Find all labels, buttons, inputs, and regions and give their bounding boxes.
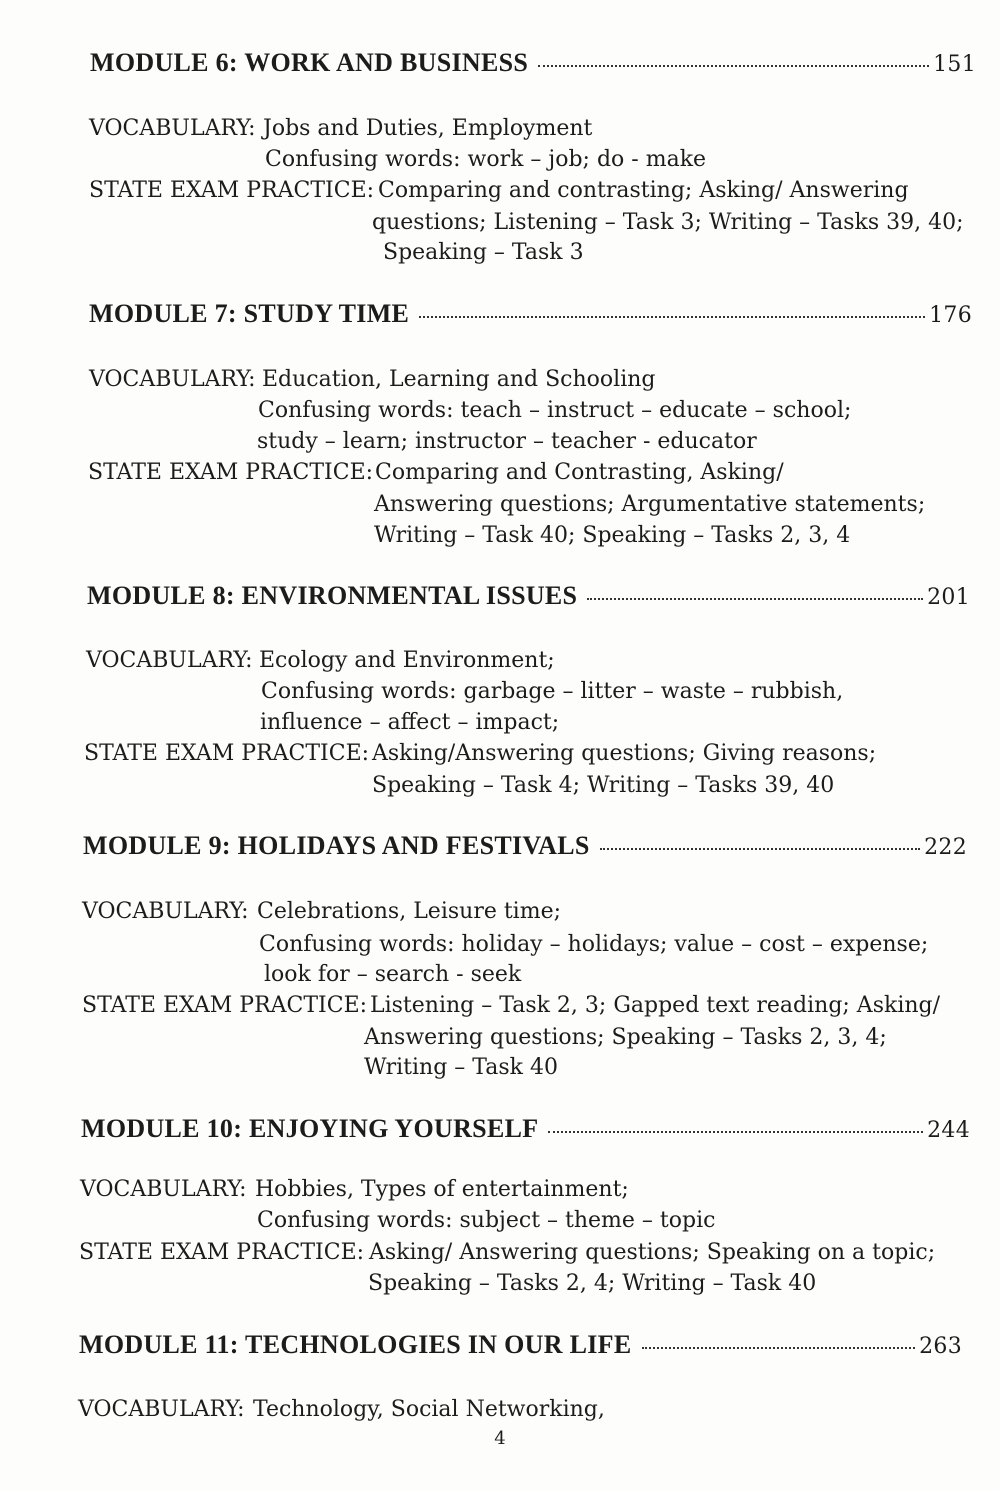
module-title: MODULE 7: STUDY TIME — [89, 299, 410, 328]
vocab-line: Confusing words: subject – theme – topic — [257, 1208, 716, 1233]
page-ref: 201 — [927, 585, 970, 610]
page-ref: 222 — [924, 835, 967, 860]
vocab-label: VOCABULARY: — [78, 1397, 245, 1422]
vocab-line: Confusing words: work – job; do - make — [265, 147, 707, 172]
dot-leader — [587, 598, 923, 600]
dot-leader — [538, 65, 929, 67]
exam-line: Asking/Answering questions; Giving reasons; — [372, 741, 877, 766]
vocab-line: Confusing words: holiday – holidays; value – cost – expense; — [259, 932, 929, 957]
vocab-line: Education, Learning and Schooling — [262, 367, 656, 392]
vocab-label: VOCABULARY: — [80, 1177, 247, 1202]
module-6-heading[interactable] — [90, 48, 976, 78]
page-number: 4 — [494, 1428, 506, 1449]
vocab-line: Hobbies, Types of entertainment; — [255, 1177, 629, 1202]
page-ref: 244 — [927, 1118, 970, 1143]
vocab-line: study – learn; instructor – teacher - educator — [257, 429, 757, 454]
exam-line: Writing – Task 40 — [364, 1055, 558, 1080]
exam-line: Asking/ Answering questions; Speaking on a topic; — [369, 1240, 936, 1265]
dot-leader — [642, 1347, 916, 1349]
exam-line: Writing – Task 40; Speaking – Tasks 2, 3, 4 — [374, 523, 851, 548]
exam-line: Answering questions; Speaking – Tasks 2, 3, 4; — [364, 1025, 887, 1050]
dot-leader — [600, 848, 920, 850]
module-title: MODULE 8: ENVIRONMENTAL ISSUES — [87, 581, 578, 610]
exam-line: Comparing and Contrasting, Asking/ — [375, 460, 784, 485]
vocab-label: VOCABULARY: — [82, 899, 249, 924]
exam-line: Speaking – Task 3 — [383, 240, 584, 265]
module-title: MODULE 11: TECHNOLOGIES IN OUR LIFE — [79, 1330, 632, 1359]
exam-line: Comparing and contrasting; Asking/ Answering — [378, 178, 909, 203]
module-9-heading[interactable] — [83, 831, 967, 861]
module-title: MODULE 6: WORK AND BUSINESS — [90, 48, 529, 77]
vocab-label: VOCABULARY: — [89, 116, 256, 141]
module-title: MODULE 9: HOLIDAYS AND FESTIVALS — [83, 831, 590, 860]
vocab-line: look for – search - seek — [264, 962, 522, 987]
page-ref: 176 — [929, 303, 972, 328]
page-ref: 263 — [919, 1334, 962, 1359]
exam-line: Speaking – Tasks 2, 4; Writing – Task 40 — [368, 1271, 817, 1296]
exam-line: Listening – Task 2, 3; Gapped text reading; Asking/ — [370, 993, 941, 1018]
module-title: MODULE 10: ENJOYING YOURSELF — [81, 1114, 539, 1143]
exam-line: Answering questions; Argumentative statements; — [374, 492, 926, 517]
vocab-line: Celebrations, Leisure time; — [257, 899, 562, 924]
module-8-heading[interactable] — [87, 581, 970, 611]
dot-leader — [548, 1131, 923, 1133]
vocab-line: influence – affect – impact; — [260, 710, 560, 735]
vocab-line: Ecology and Environment; — [259, 648, 555, 673]
module-10-heading[interactable] — [81, 1114, 970, 1144]
vocab-line: Confusing words: teach – instruct – educate – school; — [258, 398, 852, 423]
vocab-line: Confusing words: garbage – litter – waste – rubbish, — [261, 679, 844, 704]
exam-label: STATE EXAM PRACTICE: — [89, 178, 375, 203]
page-ref: 151 — [933, 52, 976, 77]
exam-label: STATE EXAM PRACTICE: — [82, 993, 368, 1018]
exam-label: STATE EXAM PRACTICE: — [84, 741, 370, 766]
exam-line: Speaking – Task 4; Writing – Tasks 39, 40 — [372, 773, 835, 798]
vocab-label: VOCABULARY: — [86, 648, 253, 673]
exam-line: questions; Listening – Task 3; Writing – Tasks 39, 40; — [372, 210, 964, 235]
module-7-heading[interactable] — [89, 299, 972, 329]
vocab-line: Jobs and Duties, Employment — [263, 116, 593, 141]
dot-leader — [419, 316, 925, 318]
module-11-heading[interactable] — [79, 1330, 962, 1360]
exam-label: STATE EXAM PRACTICE: — [79, 1240, 365, 1265]
vocab-label: VOCABULARY: — [89, 367, 256, 392]
exam-label: STATE EXAM PRACTICE: — [88, 460, 374, 485]
vocab-line: Technology, Social Networking, — [253, 1397, 605, 1422]
